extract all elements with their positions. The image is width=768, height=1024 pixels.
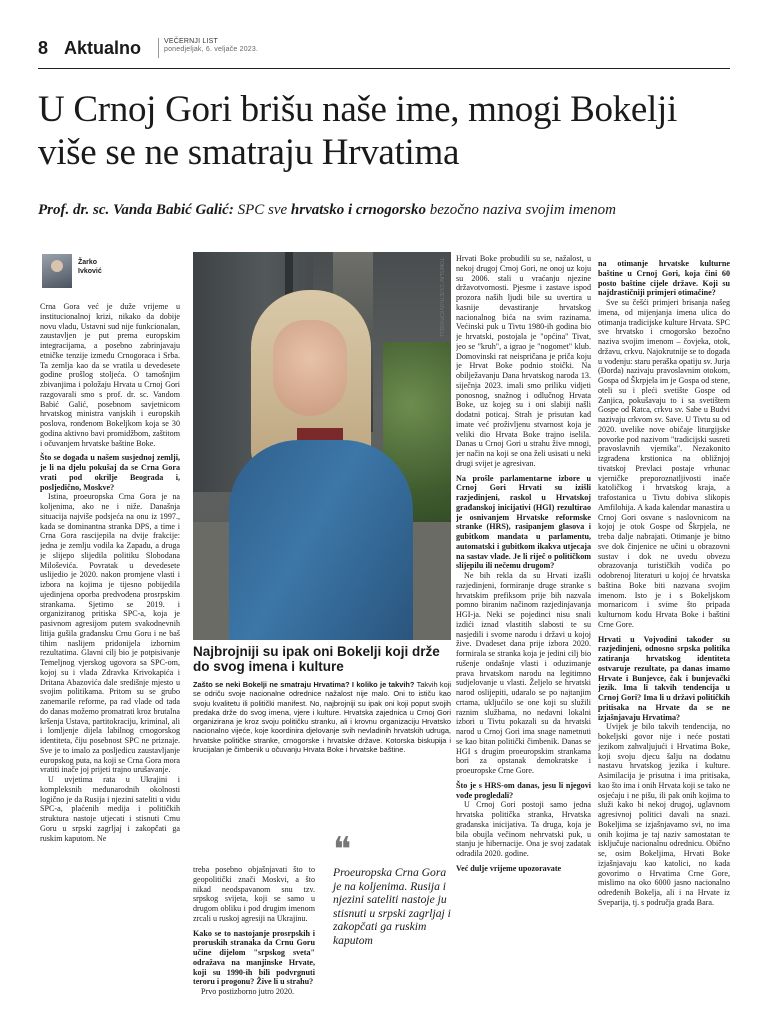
author-name — [78, 258, 148, 276]
deck-name: Prof. dr. sc. Vanda Babić Galić: — [38, 202, 234, 218]
body-paragraph: U Crnoj Gori postoji samo jedna hrvatska politička stranka, Hrvatska građanska inicijativa. Ta druga, koja je bila obujla večinom nehrvatski puk, u stanju je hibernacije. Ona je svoj zadatak odradila 2020. godine. — [456, 800, 591, 858]
body-paragraph: Crna Gora već je duže vrijeme u institucionalnoj krizi, nikako da dobije novu vladu, Ustavni sud nije funkcionalan, zaustavljen je put prema europskim integracijama, a posebno zabrinjavaju etničke tenzije između Crnogoraca i Srba. Ta zemlja kao da se vratila u devedesete godine prošlog stoljeća. O tamošnjim zbivanjima i položaju Hrvata u Crnoj Gori razgovarali smo s prof. dr. sc. Vandom Babić Galić, posebnom savjetnicom hrvatskog ministra vanjskih i europskih poslova, ronđenom Bokeljkom koja se 30 godina aktivno bavi promidžbom, zaštitom i očuvanjem hrvatske baštine Boke. — [40, 302, 180, 448]
photo-credit: TOMISLAV CVJETKOVIĆ/PIXSELL — [438, 258, 444, 338]
author-avatar — [42, 254, 72, 288]
quote-mark-icon: ❝ — [333, 832, 352, 869]
caption-text: Takvih koji se odriču svoje nacionalne odrednice nažalost nije malo. Oni to ističu kao svoju kvalitetu ili politički manifest. No, najbrojniji su ipak oni koji poput svojih predaka drže do svog imena, vjere i kulture. Hrvatska zajednica u Crnoj Gori organizirana je kroz svoju političku stranku, ali i krovnu organizaciju Hrvatsko nacionalno vijeće, koje koordinira djelovanje svih nevladinih hrvatskih udruga, hrvatske političke stranke, crnogorske i hrvatske države. Kotorska biskupija i krucijalan je čimbenik u očuvanju Hrvata Boke i hrvatske baštine. — [193, 680, 452, 755]
interview-question: Hrvati u Vojvodini također su razjedinjeni, odnosno srpska politika zatiranja hrvatskog identiteta ostvaruje rezultate, pa danas imamo Hrvate i Bunjevce, čak i bunjevački jezik. Ima li takvih tendencija u Crnoj Gori? Ima li u državi političkih pritisaka na Hrvate da se ne izjašnjavaju Hrvatima? — [598, 634, 730, 722]
caption-body — [193, 680, 451, 754]
photo-jacket — [229, 440, 413, 640]
body-paragraph: Sve su češći primjeri brisanja našeg imena, od mijenjanja imena ulica do otimanja tradicijske kulture Hrvata. SPC sve hrvatsko i crnogorsko bezočno naziva svojim imenom – čovjeka, otok, državu, crkvu. Najokrutnije se to događa u vođenju: staru peraška opatiju sv. Jurja (Đorđa) nazivaju pravoslavnim otokom, Gospa od Škrpjela im je Gospa od stene, oteli su i pleći svetište Gospe od Zanjica, pokušavaju to i sa svetištem Gospe od Ratca, crkvu sv. Sabe u Budvi nazivaju crkvom sv. Save. U Tivtu su od 2020. uvelike nove običaje liturgijske povorke pod nazivom "tradicijski susreti pravoslavnih vjernika". Nezakonito izgrađena krstionica na obližnjoj tivatskoj Prevlaci postaje vrhunac vjerničke preporoznatljivosti inače katoličkog i hrvatskog kraja, a trafostanica u Tivtu dobiva slikopis Amfilohija. A kada kalendar manastira u Crnoj Gori osvane s naslovnicom na kojoj je otok Gospe od Škrpjela, ne treba dalje nabrajati. Otimanje je bitno sve dok činjenice ne učini u obrazovni sustav i dok ne uvedu obvezu obrazovanja turističkih vodiča po odobrenoj literaturi u kojoj će hrvatska baština Boke biti nazvana svojim imenom. Isto je i s Bokeljskom mornaricom i svime što pripada kulturnom kodu Hrvata Boke i baštini Crne Gore. — [598, 298, 730, 629]
column-4 — [598, 254, 730, 1014]
interview-question: na otimanje hrvatske kulturne baštine u Crnoj Gori, koja čini 60 posto baštine cijele države. Koji su najdrastičniji primjeri otimačine? — [598, 259, 730, 298]
body-paragraph: treba posebno objašnjavati što to geopolitički znači Moskvi, a što nikad neodspavanom snu tzv. srpskog svijeta, koji se samo u drugom obliku i pod drugim imenom zrcali u ruskoj agresiji na Ukrajinu. — [193, 865, 315, 923]
issue-date: ponedjeljak, 6. veljače 2023. — [164, 46, 259, 53]
section-title: Aktualno — [64, 38, 142, 58]
interview-question: Kako se to nastojanje prosrpskih i proruskih stranaka da Crnu Goru učine dijelom "srpskog sveta" odražava na manjinske Hrvate, koji su 1990-ih bili podvrgnuti teroru i progonu? Žive li u strahu? — [193, 928, 315, 987]
masthead — [164, 38, 258, 54]
body-paragraph: Prvo postizborno jutro 2020. — [201, 987, 295, 996]
author-first-name: Žarko — [78, 259, 98, 266]
paper-name: VEČERNJI LIST — [164, 38, 218, 45]
body-paragraph: Ne bih rekla da su Hrvati izašli razjedinjeni, formiranje druge stranke s hrvatskim prefiksom prije bih nazvala pomno biranim načinom razjedinjavanja HGI-ja. Neki se pojedinci nisu snali izdići iznad vlastitih slabosti te su nasjedili i svome narodu i državi u kojoj žive. Dvadeset dana prije izbora 2020. formirala se stranka koja je jedini cilj bio rušenje ondašnje vlasti i oduzimanje prava hrvatskom narodu na legitimno sudjelovanje u vlasti. Željelo se hrvatski narod oslijepiti, udaralo se po najtanjim crtama, ukljućilo se one koji su služili raznim službama, no nedavni lokalni izbori u Tivtu pokazali su da hrvatski narod u Crnoj Gori ima snage nametnuti se kao bitan politički čimbenik. Danas se HGI s drugim proeuropskim strankama bori za opstanak demokratske i proeuropske Crne Gore. — [456, 571, 591, 775]
page-header — [38, 32, 730, 72]
caption-question: Zašto se neki Bokelji ne smatraju Hrvatima? I koliko je takvih? — [193, 680, 415, 689]
body-paragraph: Hrvati Boke probudili su se, nažalost, u nekoj drugoj Crnoj Gori, ne onoj uz koju su 2006. stali u vraćanju njezine državotvornosti. Pjesme i zastave ispod prozora naših ljudi bile su uvertira u kasnije devastiranje hrvatskog nacionalnog bića na svim razinama. Većinski puk u Tivtu 1980-ih godina bio je hrvatski, postojala je "općina" Tivat, jeo se "kruh", a igrao je "nogomet" klub. Domovinski rat neispričana je priča koju je Hrvat Boke podnio stoički. Na obilježavanju Dana hrvatskog naroda 13. siječnja 2023. imali smo priliku vidjeti ponosnog, snažnog i odlučnog Hrvata Boke, uz kojeg su i oni slabiji našli dodatni poticaj. Strah je prisutan kad imate već proživljenu stvarnost koja je veliki dio Hrvata Boke trajno iselila. Danas u Crnoj Gori u strahu žive mnogi, jer način na koji se ona želi usisati u neki drugi svijet je agresivan. — [456, 254, 591, 468]
deck-text-1: SPC sve — [233, 202, 291, 218]
author-last-name: Ivković — [78, 268, 102, 275]
interview-question: Što se događa u našem susjednoj zemlji, je li na djelu pokušaj da se Crna Gora vrati pod okrilje Beograda i, posljedično, Moskve? — [40, 453, 180, 492]
deck-text-2: bezočno naziva svojim imenom — [425, 202, 616, 218]
body-paragraph: Istina, proeuropska Crna Gora je na koljenima, ako ne i niže. Današnja situacija najviše podsjeća na onu iz 1997., kada se dominantna stranka DPS, a time i Crna Gora rascijepila na dvije frakcije: jedna je zemlju vodila ka Zapadu, a druga je slijepo slijedila politiku Slobodana Miloševića. Povratak u devedesete uslijedio je 2020. nakon promjene vlasti i izbora na kojima je tijesno pobijedila ujedinjena oporba predvođena prosrpskim strankama. Sjetimo se 2019. i organiziranog pritiska SPC-a, koja je pasivnom agresijom putem svakodnevnih litija gušila građansku Crnu Goru i ne baš tihim naslijem pridonijela izbornim rezultatima. Glavni cilj bio je potpisivanje Temeljnog vjerskog ugovora sa SPC-om, kojoj su i vlada Zdravka Krivokapića i Dritana Abazovića dale središnje mjesto u svojim politikama. Pritom su se grubo zanemarile reforme, pa rad vlade od tada do danas možemo promatrati kroz brutalna kršenja Ustava, partitokraciju, kriminal, ali i lomljenje dijela labilnog crnogorskog identiteta, čiju posebnost SPC ne priznaje. Sve je to imalo za posljedicu zaustavljanje europskog puta, na koji se Crna Gora mora vratiti inače joj prijeti trajno urušavanje. — [40, 492, 180, 775]
header-rule — [38, 68, 730, 69]
page-number: 8 — [38, 38, 49, 58]
deck — [38, 202, 738, 219]
headline: U Crnoj Gori brišu naše ime, mnogi Bokelji više se ne smatraju Hrvatima — [38, 89, 677, 173]
column-2 — [193, 865, 315, 1015]
caption-title: Najbrojniji su ipak oni Bokelji koji drže do svog imena i kulture — [193, 644, 440, 674]
pull-quote: Proeuropska Crna Gora je na koljenima. Rusija i njezini sateliti nastoje ju stisnuti u srpski zagrljaj i zakopčati ga ruskim kaputom — [333, 866, 451, 947]
body-paragraph: U uvjetima rata u Ukrajini i kompleksnih međunarodnih okolnosti logično je da Rusija i njezini sateliti u vidu SPC-a, plaćenih medija i političkih struktura nastoje utjecati i stisnuti Crnu Goru u srpski zagrljaj i zakopčati ga ruskim kaputom. Ne — [40, 775, 180, 843]
deck-bold: hrvatsko i crnogorsko — [290, 202, 426, 218]
portrait-photo — [193, 252, 451, 640]
column-1 — [40, 302, 180, 1014]
column-3 — [456, 254, 591, 1014]
interview-question: Što je s HRS-om danas, jesu li njegovi vođe progledali? — [456, 780, 591, 800]
body-paragraph: Uvijek je bilo takvih tendencija, no bokeljski govor nije i neće postati jezikom zahvaljujući i Hrvatima Boke, koji svoju djecu šalju na dodatnu nastavu hrvatskog jezika i kulture. Asimilacija je prisutna i ima pritisaka, kao što ima i onih Hrvata koji se tako ne osjećaju i ne pišu, ili pak onih kojima to služi kako bi nekoj drugoj, uglavnom agresivnoj politici davali na snazi. Bokeljima se izjašnjavamo svi, no ima onih kojima je taj naziv samostatan te isključuje nacionalnu odrednicu. Obično se, osim Bokeljima, Hrvati Boke izjašnjavaju kao katolici, no kada govorimo o Hrvatima Crne Gore, mislimo na oko 6000 jasno nacionalno određenih Bokelja, ali i na Hrvate iz Sveparija, tj. s područja grada Bara. — [598, 722, 730, 907]
interview-question: Na prošle parlamentarne izbore u Crnoj Gori Hrvati su izišli razjedinjeni, raskol u Hrvatskoj građanskoj inicijativi (HGI) rezultirao je osnivanjem Hrvatske reformske stranke (HRS), rasipanjem glasova i gubitkom mandata u parlamentu, automatski i gubitkom ikakva utjecaja na sastav vlade. Je li riječ o političkom slijepilu ili nečemu drugom? — [456, 473, 591, 571]
byline — [40, 254, 150, 288]
photo-caption — [193, 644, 451, 754]
interview-question: Već dulje vrijeme upozoravate — [456, 863, 562, 873]
photo-face — [273, 320, 347, 416]
header-divider — [158, 38, 159, 58]
